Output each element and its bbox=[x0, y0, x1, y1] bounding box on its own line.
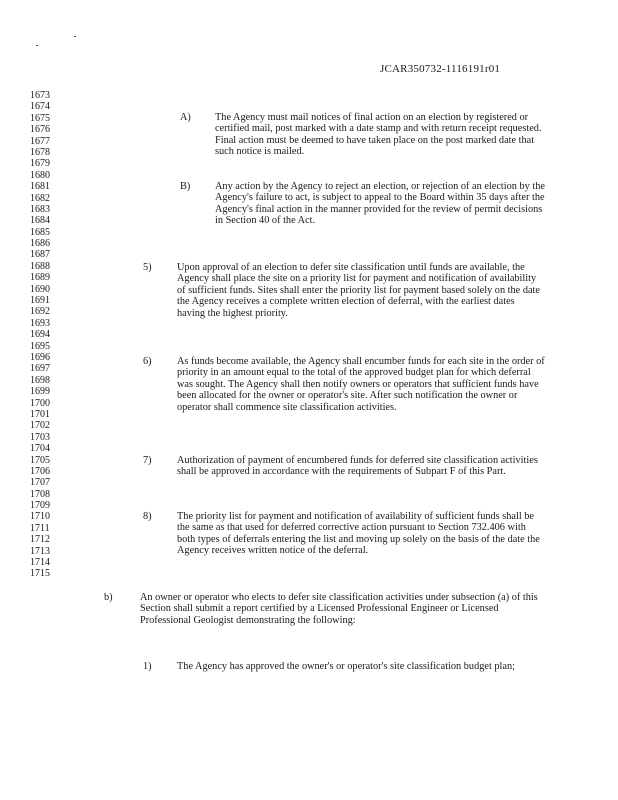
line-number: 1695 bbox=[30, 340, 50, 352]
line-number: 1679 bbox=[30, 158, 50, 170]
item-marker-b: b) bbox=[104, 592, 113, 603]
item-marker-7: 7) bbox=[143, 455, 152, 466]
item-marker-b1: 1) bbox=[143, 661, 152, 672]
item-A-text: The Agency must mail notices of final action on an election by registered or certified mail, post marked with a date stamp and with return receipt requested. Final action must be deemed to have taken place on the post marked date that such notice is mailed. bbox=[215, 112, 542, 158]
item-b-text: An owner or operator who elects to defer site classification activities under subsection (a) of this Section shall submit a report certified by a Licensed Professional Engineer or Licensed Professional Geologist demonstrating the following: bbox=[140, 592, 538, 626]
line-number: 1686 bbox=[30, 238, 50, 250]
scan-speck bbox=[74, 36, 76, 37]
line-number: 1680 bbox=[30, 169, 50, 181]
document-id-header: JCAR350732-1116191r01 bbox=[380, 63, 501, 75]
line-number: 1685 bbox=[30, 226, 50, 238]
line-number: 1677 bbox=[30, 135, 50, 147]
line-number: 1673 bbox=[30, 90, 50, 101]
line-number: 1692 bbox=[30, 306, 50, 318]
item-marker-8: 8) bbox=[143, 511, 152, 522]
item-marker-A: A) bbox=[180, 112, 191, 123]
line-number: 1712 bbox=[30, 534, 50, 546]
line-number: 1700 bbox=[30, 397, 50, 409]
line-number: 1684 bbox=[30, 215, 50, 227]
item-7-text: Authorization of payment of encumbered funds for deferred site classification activities shall be approved in accordance with the requirements of Subpart F of this Part. bbox=[177, 455, 538, 478]
line-number: 1702 bbox=[30, 420, 50, 432]
line-number: 1710 bbox=[30, 511, 50, 523]
line-number: 1681 bbox=[30, 181, 50, 193]
line-number: 1709 bbox=[30, 500, 50, 512]
line-number: 1698 bbox=[30, 374, 50, 386]
line-number-column bbox=[30, 90, 60, 580]
line-number: 1715 bbox=[30, 568, 50, 580]
item-marker-6: 6) bbox=[143, 356, 152, 367]
line-number: 1714 bbox=[30, 557, 50, 569]
line-number: 1675 bbox=[30, 112, 50, 124]
line-number: 1704 bbox=[30, 443, 50, 455]
line-number: 1678 bbox=[30, 146, 50, 158]
item-marker-5: 5) bbox=[143, 262, 152, 273]
line-number: 1691 bbox=[30, 295, 50, 307]
line-number: 1674 bbox=[30, 101, 50, 113]
line-number: 1676 bbox=[30, 124, 50, 136]
line-number: 1711 bbox=[30, 522, 50, 534]
line-number: 1701 bbox=[30, 408, 50, 420]
line-number: 1682 bbox=[30, 192, 50, 204]
item-5-text: Upon approval of an election to defer site classification until funds are available, the Agency shall place the site on a priority list for payment and notification of availability of sufficient funds. Sites shall enter the priority list for payment based solely on the date the Agency receives a complete written election of deferral, with the earliest dates having the highest priority. bbox=[177, 262, 540, 319]
line-number: 1694 bbox=[30, 329, 50, 341]
line-number: 1703 bbox=[30, 431, 50, 443]
line-number: 1688 bbox=[30, 260, 50, 272]
item-b1-text: The Agency has approved the owner's or operator's site classification budget plan; bbox=[177, 661, 515, 672]
line-number: 1690 bbox=[30, 283, 50, 295]
line-number: 1683 bbox=[30, 203, 50, 215]
line-number: 1705 bbox=[30, 454, 50, 466]
line-number: 1687 bbox=[30, 249, 50, 261]
line-number: 1696 bbox=[30, 351, 50, 363]
line-number: 1708 bbox=[30, 488, 50, 500]
line-number: 1707 bbox=[30, 477, 50, 489]
item-8-text: The priority list for payment and notification of availability of sufficient funds shall be the same as that used for deferred corrective action pursuant to Section 732.406 with both types of deferrals entering the list and moving up solely on the basis of the date the Agency receives written notice of the deferral. bbox=[177, 511, 540, 557]
line-number: 1699 bbox=[30, 386, 50, 398]
item-6-text: As funds become available, the Agency shall encumber funds for each site in the order of priority in an amount equal to the total of the approved budget plan for which deferral was sought. The Agency shall then notify owners or operators that sufficient funds have been allocated for the owner or operator's site. After such notification the owner or operator shall commence site classification activities. bbox=[177, 356, 545, 413]
line-number: 1697 bbox=[30, 363, 50, 375]
scan-speck bbox=[36, 45, 38, 46]
line-number: 1706 bbox=[30, 465, 50, 477]
line-number: 1713 bbox=[30, 545, 50, 557]
line-number: 1689 bbox=[30, 272, 50, 284]
item-B-text: Any action by the Agency to reject an election, or rejection of an election by the Agency's failure to act, is subject to appeal to the Board within 35 days after the Agency's final action in the manner provided for the review of permit decisions in Section 40 of the Act. bbox=[215, 181, 545, 227]
line-number: 1693 bbox=[30, 317, 50, 329]
item-marker-B: B) bbox=[180, 181, 191, 192]
